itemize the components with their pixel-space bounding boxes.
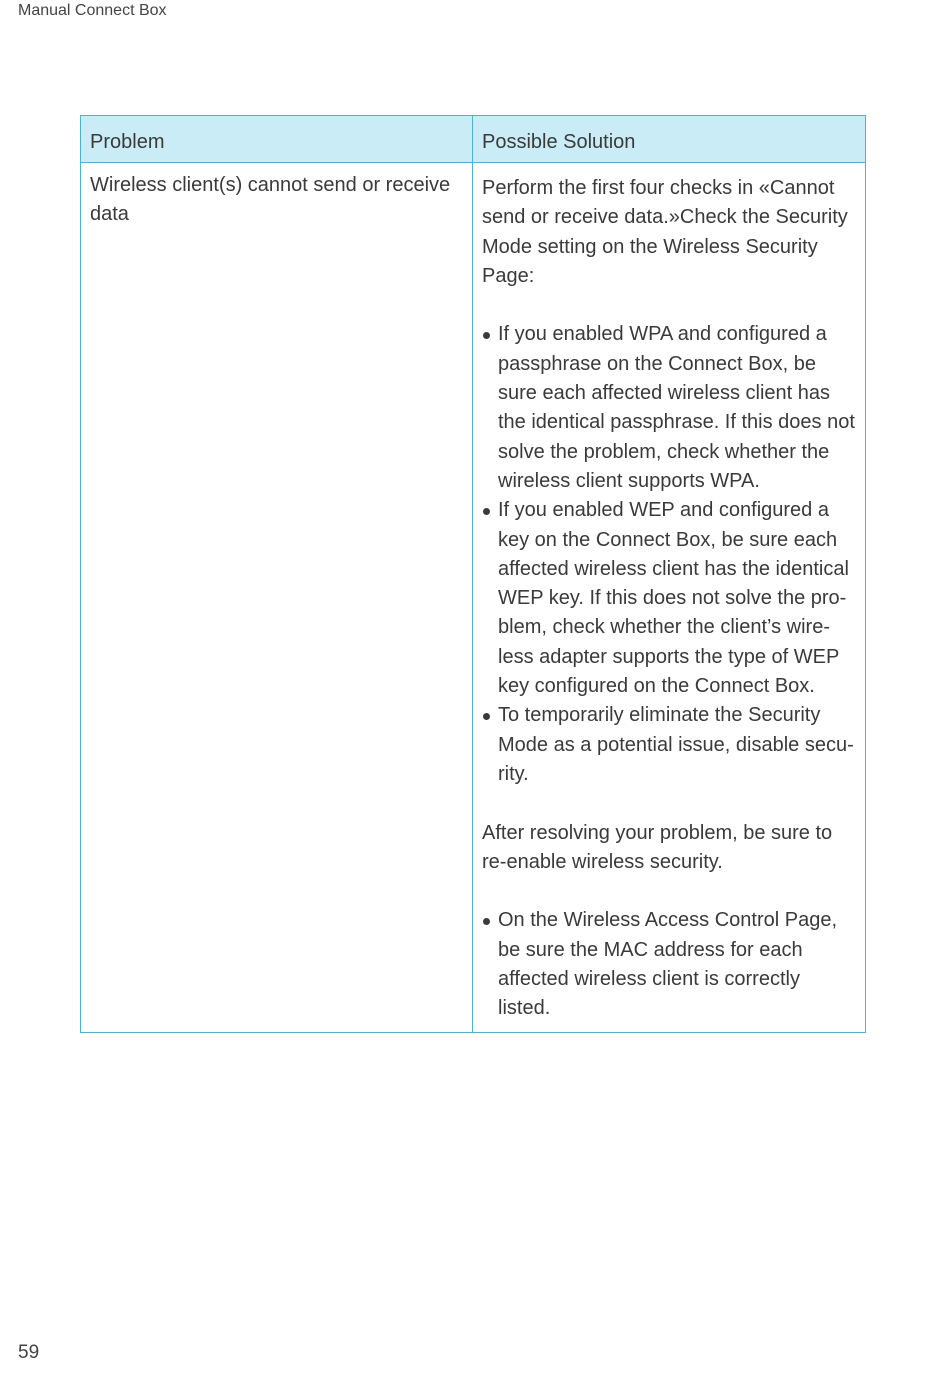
solution-after: After resolving your problem, be sure to re-enable wireless security. [482, 821, 833, 873]
problem-cell: Wireless client(s) cannot send or receive data [81, 163, 473, 1033]
bullet-item-wpa: If you enabled WPA and configured a passphrase on the Connect Box, be sure each affected wireless client has the identical passphrase. If this does not solve the problem, check whether the wireless client supports WPA. [482, 320, 856, 496]
column-header-solution: Possible Solution [473, 116, 866, 163]
running-header: Manual Connect Box [18, 2, 167, 19]
bullet-item-mac-address: On the Wireless Access Control Page, be sure the MAC address for each affected wireless client is correctly listed. [482, 906, 856, 1023]
table-header-row [81, 116, 866, 163]
bullet-item-wep: If you enabled WEP and configured a key on the Connect Box, be sure each affected wireless client has the identical WEP key. If this does not solve the pro-blem, check whether the client’s wire-less adapter supports the type of WEP key configured on the Connect Box. [482, 496, 856, 701]
troubleshooting-table [80, 115, 866, 1033]
paragraph-gap [482, 291, 856, 320]
paragraph-gap [482, 789, 856, 818]
page-number: 59 [18, 1342, 40, 1363]
solution-bullet-list [482, 320, 856, 789]
solution-bullet-list-2 [482, 906, 856, 1023]
bullet-item-disable-security: To temporarily eliminate the Security Mode as a potential issue, disable secu-rity. [482, 701, 856, 789]
column-header-problem: Problem [81, 116, 473, 163]
solution-cell [473, 163, 866, 1033]
paragraph-gap [482, 877, 856, 906]
table-row [81, 163, 866, 1033]
solution-intro: Perform the first four checks in «Cannot send or receive data.»Check the Security Mode setting on the Wireless Security Page: [482, 177, 848, 287]
